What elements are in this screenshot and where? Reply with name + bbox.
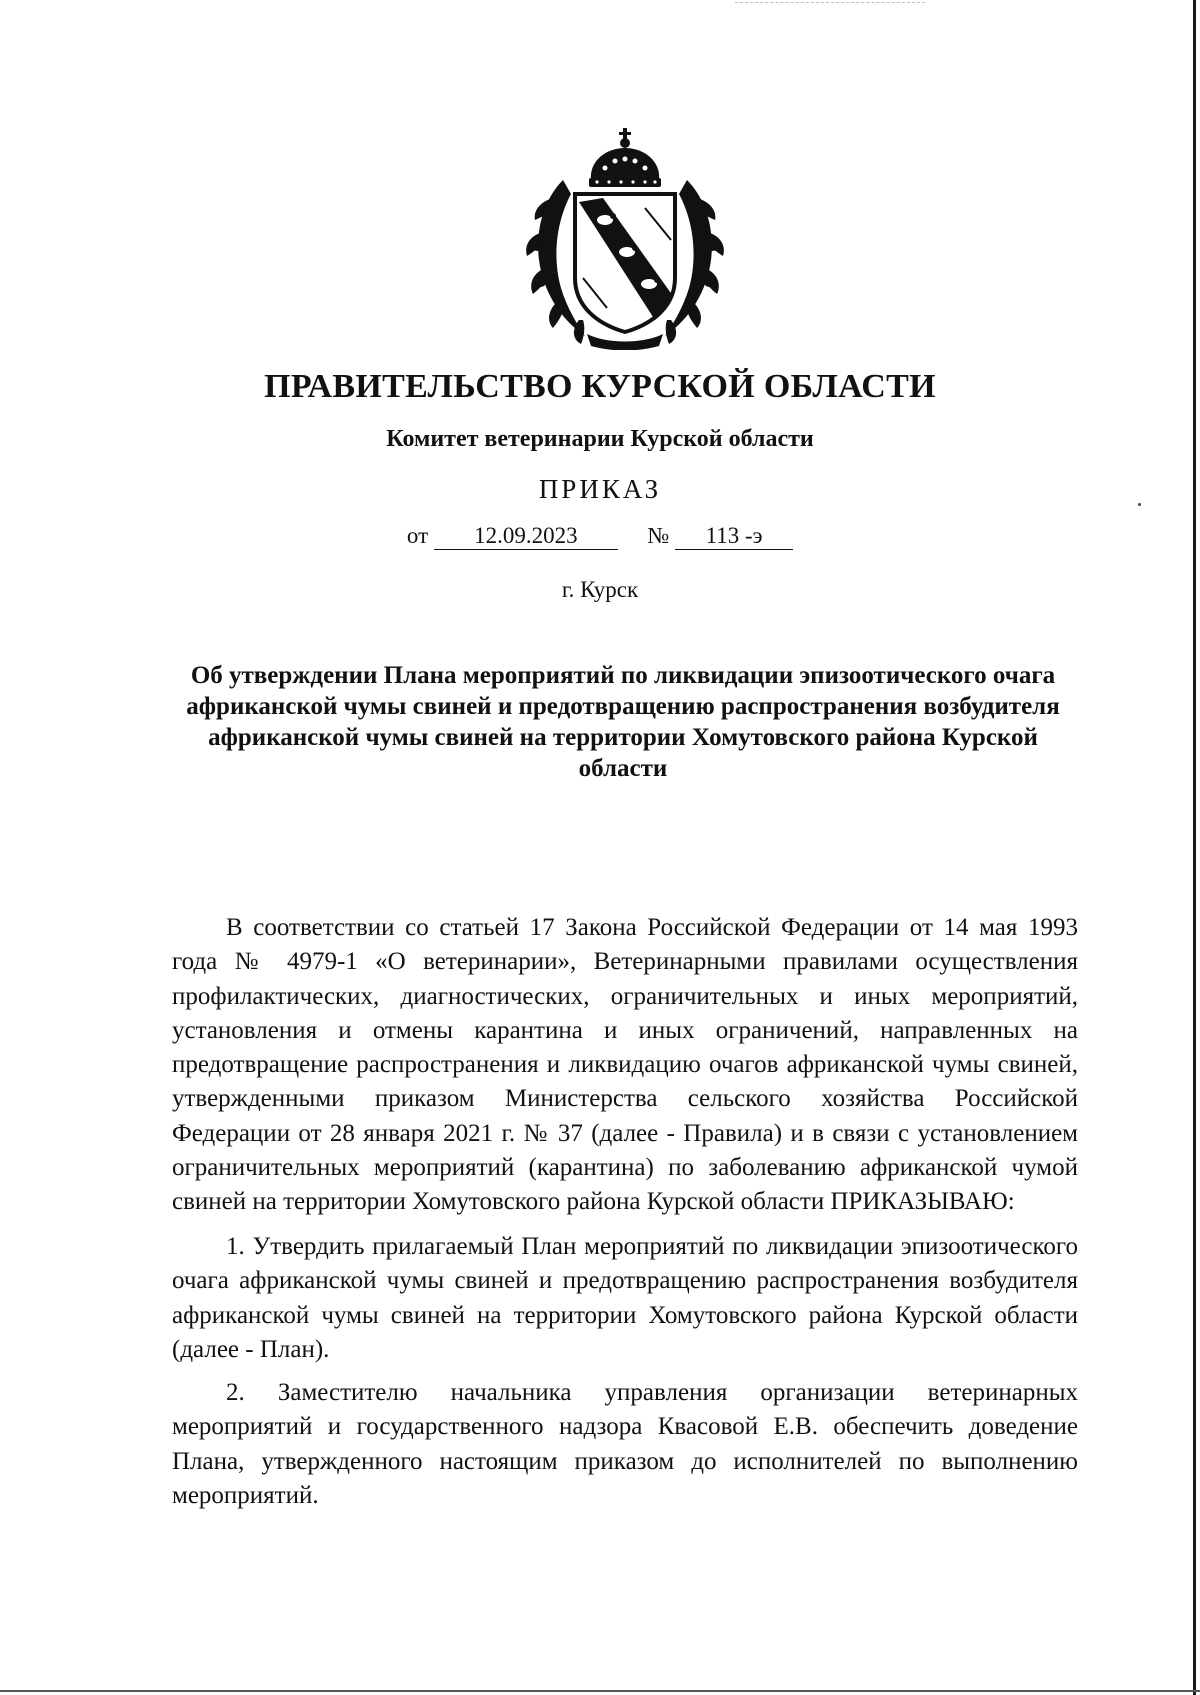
number-sign: № <box>647 523 670 548</box>
order-item-2: 2. Заместителю начальника управления организации ветеринарных мероприятий и государственного надзора Квасовой Е.В. обеспечить доведение Плана, утвержденного настоящим приказом до исполнителей по выполнению мероприятий. <box>172 1379 1078 1509</box>
document-type: ПРИКАЗ <box>538 474 662 504</box>
document-date: 12.09.2023 <box>434 523 618 550</box>
document-city: г. Курск <box>561 577 639 602</box>
document-number: 113 -э <box>675 523 793 550</box>
page-edge-right <box>1193 0 1196 1695</box>
scan-artifact-top <box>735 2 925 4</box>
coat-of-arms-icon <box>525 128 725 350</box>
date-prefix: от <box>406 523 429 548</box>
page-edge-bottom <box>0 1690 1200 1692</box>
preamble-paragraph: В соответствии со статьей 17 Закона Российской Федерации от 14 мая 1993 года № 4979-1 «О ветеринарии», Ветеринарными правилами осуществления профилактических, диагностических, ограничительных и иных мероприятий, установления и отмены карантина и иных ограничений, направленных на предотвращение распространения и ликвидацию очагов африканской чумы свиней, утвержденными приказом Министерства сельского хозяйства Российской Федерации от 28 января 2021 г. № 37 (далее - Правила) и в связи с установлением ограничительных мероприятий (карантина) по заболеванию африканской чумой свиней на территории Хомутовского района Курской области ПРИКАЗЫВАЮ: <box>172 914 1078 1216</box>
document-meta-line <box>0 523 1200 550</box>
document-subject: Об утверждении Плана мероприятий по ликвидации эпизоотического очага африканской чумы свиней и предотвращению распространения возбудителя африканской чумы свиней на территории Хомутовского района Курской области <box>186 662 1060 782</box>
organization-title: ПРАВИТЕЛЬСТВО КУРСКОЙ ОБЛАСТИ <box>264 368 936 405</box>
order-item-1: 1. Утвердить прилагаемый План мероприятий по ликвидации эпизоотического очага африканской чумы свиней и предотвращению распространения возбудителя африканской чумы свиней на территории Хомутовского района Курской области (далее - План). <box>172 1233 1078 1363</box>
committee-name: Комитет ветеринарии Курской области <box>386 426 814 452</box>
